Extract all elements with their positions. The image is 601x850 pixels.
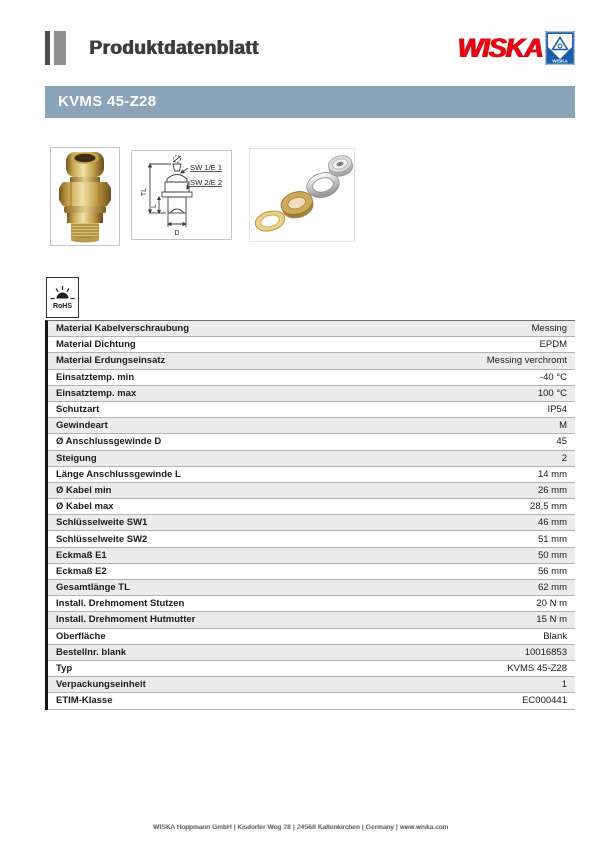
company-footer: WISKA Hoppmann GmbH | Kisdorfer Weg 28 | 24568 Kaltenkirchen | Germany | www.wiska.com [152, 824, 449, 831]
brand-wordmark: WISKA [457, 33, 542, 63]
exploded-parts-icon [250, 149, 354, 241]
rohs-badge [46, 277, 79, 318]
emblem-text: WISKA [552, 58, 568, 64]
table-row [48, 564, 575, 580]
table-row [48, 353, 575, 369]
spec-label: ETIM-Klasse [56, 695, 113, 707]
spec-label: Eckmaß E2 [56, 565, 107, 577]
table-row [48, 434, 575, 450]
spec-value: EC000441 [522, 695, 567, 707]
spec-value: 50 mm [537, 549, 567, 561]
drawing-label-tl: TL [139, 187, 148, 197]
table-row [48, 370, 575, 386]
spec-value: EPDM [539, 339, 567, 351]
document-type-title: Produktdatenblatt [89, 38, 259, 59]
spec-label: Einsatztemp. max [56, 387, 137, 399]
spec-label: Material Erdungseinsatz [56, 355, 166, 367]
spec-label: Steigung [56, 452, 97, 464]
header-accent-bar-dark [45, 31, 50, 65]
drawing-label-sw2: SW 2/E 2 [190, 178, 223, 187]
brand-emblem-icon [545, 31, 575, 65]
spec-value: Messing [531, 323, 567, 335]
table-row [48, 483, 575, 499]
table-row [48, 515, 575, 531]
spec-value: 62 mm [537, 582, 567, 594]
spec-value: -40 °C [539, 371, 567, 383]
rohs-label: RoHS [52, 303, 73, 310]
spec-value: 20 N m [536, 598, 567, 610]
table-row [48, 499, 575, 515]
page-header [45, 31, 575, 69]
spec-label: Ø Kabel min [56, 484, 112, 496]
table-row [48, 402, 575, 418]
spec-label: Schlüsselweite SW2 [56, 533, 148, 545]
header-accent-bar-light [54, 31, 66, 65]
spec-label: Ø Anschlussgewinde D [56, 436, 162, 448]
table-row [48, 580, 575, 596]
table-row [48, 467, 575, 483]
table-row [48, 596, 575, 612]
table-row [48, 548, 575, 564]
product-photo [50, 147, 120, 246]
spec-table [45, 320, 575, 710]
product-exploded-view [249, 148, 355, 242]
spec-label: Gewindeart [56, 420, 108, 432]
spec-label: Schlüsselweite SW1 [56, 517, 148, 529]
spec-value: 28,5 mm [530, 501, 567, 513]
spec-label: Gesamtlänge TL [56, 582, 130, 594]
table-row [48, 612, 575, 628]
table-row [48, 337, 575, 353]
spec-value: 46 mm [537, 517, 567, 529]
spec-value: Messing verchromt [486, 355, 567, 367]
spec-label: Länge Anschlussgewinde L [56, 468, 181, 480]
spec-value: 100 °C [537, 387, 567, 399]
spec-label: Schutzart [56, 404, 100, 416]
spec-value: M [559, 420, 567, 432]
table-row [48, 451, 575, 467]
dimension-drawing-icon [132, 151, 231, 239]
spec-label: Oberfläche [56, 630, 106, 642]
spec-label: Material Kabelverschraubung [56, 323, 190, 335]
drawing-label-l: L [149, 204, 158, 208]
spec-label: Einsatztemp. min [56, 371, 135, 383]
spec-value: KVMS 45-Z28 [507, 663, 567, 675]
spec-label: Ø Kabel max [56, 501, 114, 513]
spec-label: Eckmaß E1 [56, 549, 107, 561]
cable-gland-photo-icon [51, 148, 119, 245]
brand-logo [457, 31, 575, 65]
spec-value: 15 N m [536, 614, 567, 626]
table-row [48, 321, 575, 337]
spec-label: Bestellnr. blank [56, 646, 127, 658]
spec-value: 2 [561, 452, 567, 464]
table-row [48, 418, 575, 434]
spec-value: 1 [561, 679, 567, 691]
spec-label: Verpackungseinheit [56, 679, 146, 691]
table-row [48, 629, 575, 645]
spec-value: 45 [556, 436, 567, 448]
table-row [48, 693, 575, 709]
spec-value: 10016853 [524, 646, 567, 658]
spec-value: 26 mm [537, 484, 567, 496]
spec-value: 51 mm [537, 533, 567, 545]
spec-label: Install. Drehmoment Hutmutter [56, 614, 196, 626]
table-row [48, 677, 575, 693]
product-dimension-drawing [131, 150, 232, 240]
table-row [48, 386, 575, 402]
product-title: KVMS 45-Z28 [58, 93, 157, 110]
table-row [48, 531, 575, 547]
drawing-label-d: D [174, 228, 180, 237]
spec-label: Typ [56, 663, 73, 675]
drawing-label-sw1: SW 1/E 1 [190, 163, 223, 172]
spec-value: 56 mm [537, 565, 567, 577]
spec-value: 14 mm [537, 468, 567, 480]
spec-value: Blank [543, 630, 567, 642]
rohs-sun-icon [47, 278, 78, 317]
spec-value: IP54 [547, 404, 567, 416]
spec-label: Install. Drehmoment Stutzen [56, 598, 185, 610]
product-title-bar [45, 86, 575, 118]
table-row [48, 645, 575, 661]
table-row [48, 661, 575, 677]
spec-label: Material Dichtung [56, 339, 136, 351]
